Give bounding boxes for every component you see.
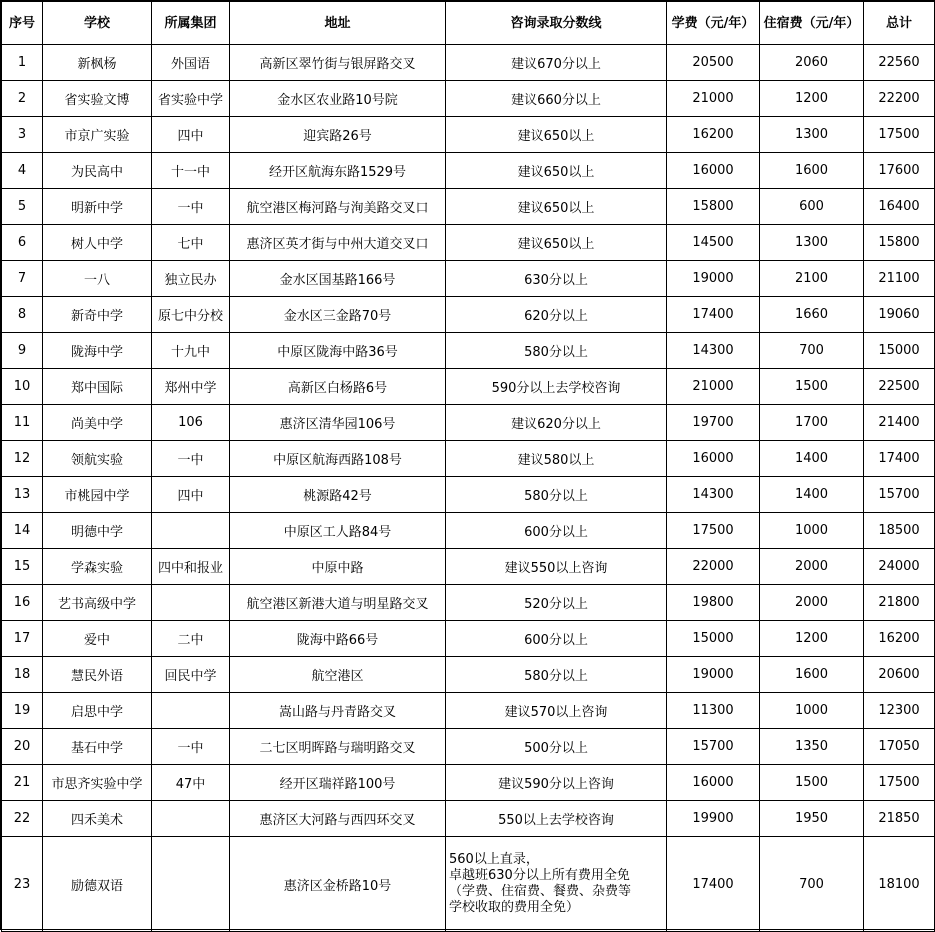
cell-address: 航空港区梅河路与洵美路交叉口 xyxy=(230,189,446,225)
cell-school: 四禾美术 xyxy=(43,801,152,837)
cell-boarding: 2060 xyxy=(760,45,864,81)
cell-tuition: 15800 xyxy=(667,189,760,225)
cell-total: 24000 xyxy=(864,549,935,585)
cell-total: 22200 xyxy=(864,81,935,117)
cell-boarding: 1600 xyxy=(760,657,864,693)
table-row xyxy=(2,225,935,261)
cell-address: 高新区翠竹街与银屏路交叉 xyxy=(230,45,446,81)
table-row xyxy=(2,801,935,837)
cell-address: 惠济区清华园106号 xyxy=(230,405,446,441)
cell-boarding: 1300 xyxy=(760,225,864,261)
cell-group: 四中 xyxy=(152,117,230,153)
cell-tuition: 17400 xyxy=(667,837,760,932)
table-row xyxy=(2,765,935,801)
cell-school: 基石中学 xyxy=(43,729,152,765)
cell-address: 嵩山路与丹青路交叉 xyxy=(230,693,446,729)
cell-no: 19 xyxy=(2,693,43,729)
cell-tuition: 15700 xyxy=(667,729,760,765)
cell-group: 郑州中学 xyxy=(152,369,230,405)
cell-tuition: 14300 xyxy=(667,333,760,369)
table-row xyxy=(2,333,935,369)
table-row xyxy=(2,585,935,621)
cell-boarding: 700 xyxy=(760,333,864,369)
cell-score: 建议580以上 xyxy=(446,441,667,477)
cell-tuition: 22000 xyxy=(667,549,760,585)
cell-group: 十一中 xyxy=(152,153,230,189)
cell-score: 建议650以上 xyxy=(446,153,667,189)
header-score: 咨询录取分数线 xyxy=(446,2,667,45)
cell-group: 一中 xyxy=(152,189,230,225)
cell-no: 12 xyxy=(2,441,43,477)
cell-no: 14 xyxy=(2,513,43,549)
cell-score xyxy=(446,837,667,932)
cell-group: 原七中分校 xyxy=(152,297,230,333)
cell-school: 明新中学 xyxy=(43,189,152,225)
cell-no: 4 xyxy=(2,153,43,189)
table-row xyxy=(2,117,935,153)
cell-boarding: 1200 xyxy=(760,621,864,657)
cell-total: 16200 xyxy=(864,621,935,657)
cell-group: 四中 xyxy=(152,477,230,513)
cell-group xyxy=(152,837,230,932)
cell-score: 建议620分以上 xyxy=(446,405,667,441)
cell-score: 620分以上 xyxy=(446,297,667,333)
cell-no: 10 xyxy=(2,369,43,405)
cell-boarding: 1660 xyxy=(760,297,864,333)
table-row xyxy=(2,621,935,657)
cell-tuition: 14500 xyxy=(667,225,760,261)
cell-score: 建议590分以上咨询 xyxy=(446,765,667,801)
cell-address: 桃源路42号 xyxy=(230,477,446,513)
cell-total: 12300 xyxy=(864,693,935,729)
cell-address: 迎宾路26号 xyxy=(230,117,446,153)
cell-total: 17600 xyxy=(864,153,935,189)
table-row xyxy=(2,729,935,765)
cell-boarding: 1950 xyxy=(760,801,864,837)
cell-total: 20600 xyxy=(864,657,935,693)
cell-tuition: 19900 xyxy=(667,801,760,837)
cell-boarding: 1400 xyxy=(760,477,864,513)
cell-no: 23 xyxy=(2,837,43,932)
cell-no: 13 xyxy=(2,477,43,513)
cell-no: 3 xyxy=(2,117,43,153)
cell-school: 学森实验 xyxy=(43,549,152,585)
cell-tuition: 16000 xyxy=(667,153,760,189)
cell-tuition: 19800 xyxy=(667,585,760,621)
table-row xyxy=(2,405,935,441)
cell-boarding: 600 xyxy=(760,189,864,225)
cell-tuition: 17500 xyxy=(667,513,760,549)
cell-tuition: 19700 xyxy=(667,405,760,441)
cell-boarding: 1000 xyxy=(760,513,864,549)
cell-tuition: 21000 xyxy=(667,369,760,405)
cell-boarding: 2000 xyxy=(760,549,864,585)
cell-tuition: 21000 xyxy=(667,81,760,117)
cell-group xyxy=(152,693,230,729)
cell-group: 省实验中学 xyxy=(152,81,230,117)
cell-no: 18 xyxy=(2,657,43,693)
header-address: 地址 xyxy=(230,2,446,45)
cell-address: 惠济区英才街与中州大道交叉口 xyxy=(230,225,446,261)
cell-address: 高新区白杨路6号 xyxy=(230,369,446,405)
cell-score: 建议660分以上 xyxy=(446,81,667,117)
cell-group: 独立民办 xyxy=(152,261,230,297)
cell-total: 17050 xyxy=(864,729,935,765)
cell-no: 21 xyxy=(2,765,43,801)
header-row xyxy=(2,2,935,45)
cell-total: 22500 xyxy=(864,369,935,405)
header-school: 学校 xyxy=(43,2,152,45)
cell-score: 建议550以上咨询 xyxy=(446,549,667,585)
table-row xyxy=(2,477,935,513)
cell-score: 580分以上 xyxy=(446,477,667,513)
cell-address: 中原中路 xyxy=(230,549,446,585)
cell-score: 630分以上 xyxy=(446,261,667,297)
cell-tuition: 16000 xyxy=(667,765,760,801)
cell-address: 金水区农业路10号院 xyxy=(230,81,446,117)
cell-boarding: 1200 xyxy=(760,81,864,117)
cell-no: 16 xyxy=(2,585,43,621)
cell-group: 回民中学 xyxy=(152,657,230,693)
cell-school: 省实验文博 xyxy=(43,81,152,117)
cell-address: 中原区陇海中路36号 xyxy=(230,333,446,369)
score-note-line: 卓越班630分以上所有费用全免 xyxy=(449,868,630,883)
cell-group: 一中 xyxy=(152,729,230,765)
cell-total: 17500 xyxy=(864,765,935,801)
cell-no: 5 xyxy=(2,189,43,225)
header-tuition: 学费（元/年） xyxy=(667,2,760,45)
score-note-line: 学校收取的费用全免） xyxy=(449,900,580,915)
cell-school: 新奇中学 xyxy=(43,297,152,333)
cell-group: 二中 xyxy=(152,621,230,657)
cell-tuition: 14300 xyxy=(667,477,760,513)
cell-boarding: 1300 xyxy=(760,117,864,153)
cell-address: 航空港区新港大道与明星路交叉 xyxy=(230,585,446,621)
cell-school: 市思齐实验中学 xyxy=(43,765,152,801)
cell-boarding: 700 xyxy=(760,837,864,932)
cell-no: 2 xyxy=(2,81,43,117)
cell-score: 500分以上 xyxy=(446,729,667,765)
school-fee-table xyxy=(1,1,935,932)
table-row xyxy=(2,513,935,549)
cell-school: 明德中学 xyxy=(43,513,152,549)
cell-no: 11 xyxy=(2,405,43,441)
cell-group: 106 xyxy=(152,405,230,441)
cell-score: 520分以上 xyxy=(446,585,667,621)
cell-address: 二七区明晖路与瑞明路交叉 xyxy=(230,729,446,765)
cell-group: 四中和报业 xyxy=(152,549,230,585)
cell-tuition: 11300 xyxy=(667,693,760,729)
cell-total: 18100 xyxy=(864,837,935,932)
table-row xyxy=(2,153,935,189)
cell-address: 惠济区大河路与西四环交叉 xyxy=(230,801,446,837)
cell-address: 经开区航海东路1529号 xyxy=(230,153,446,189)
cell-school: 启思中学 xyxy=(43,693,152,729)
cell-score: 建议570以上咨询 xyxy=(446,693,667,729)
cell-group: 十九中 xyxy=(152,333,230,369)
cell-score: 580分以上 xyxy=(446,333,667,369)
cell-school: 新枫杨 xyxy=(43,45,152,81)
cell-tuition: 15000 xyxy=(667,621,760,657)
table-row xyxy=(2,369,935,405)
cell-boarding: 1400 xyxy=(760,441,864,477)
cell-group: 47中 xyxy=(152,765,230,801)
header-no: 序号 xyxy=(2,2,43,45)
cell-school: 为民高中 xyxy=(43,153,152,189)
cell-boarding: 1500 xyxy=(760,765,864,801)
cell-school: 慧民外语 xyxy=(43,657,152,693)
cell-total: 21800 xyxy=(864,585,935,621)
cell-school: 陇海中学 xyxy=(43,333,152,369)
cell-no: 17 xyxy=(2,621,43,657)
cell-total: 17400 xyxy=(864,441,935,477)
cell-school: 郑中国际 xyxy=(43,369,152,405)
cell-school: 艺书高级中学 xyxy=(43,585,152,621)
cell-address: 中原区航海西路108号 xyxy=(230,441,446,477)
cell-group xyxy=(152,513,230,549)
cell-no: 1 xyxy=(2,45,43,81)
table-row xyxy=(2,549,935,585)
cell-no: 9 xyxy=(2,333,43,369)
cell-total: 15700 xyxy=(864,477,935,513)
cell-score: 建议650以上 xyxy=(446,189,667,225)
cell-total: 21100 xyxy=(864,261,935,297)
cell-score: 建议650以上 xyxy=(446,225,667,261)
cell-total: 16400 xyxy=(864,189,935,225)
cell-school: 一八 xyxy=(43,261,152,297)
table-row xyxy=(2,297,935,333)
cell-school: 市桃园中学 xyxy=(43,477,152,513)
cell-boarding: 2000 xyxy=(760,585,864,621)
cell-tuition: 19000 xyxy=(667,657,760,693)
cell-no: 7 xyxy=(2,261,43,297)
cell-group xyxy=(152,801,230,837)
cell-group: 外国语 xyxy=(152,45,230,81)
cell-score: 600分以上 xyxy=(446,513,667,549)
cell-address: 金水区国基路166号 xyxy=(230,261,446,297)
cell-total: 22560 xyxy=(864,45,935,81)
cell-score: 建议650以上 xyxy=(446,117,667,153)
cell-total: 18500 xyxy=(864,513,935,549)
cell-school: 领航实验 xyxy=(43,441,152,477)
cell-no: 6 xyxy=(2,225,43,261)
cell-total: 21850 xyxy=(864,801,935,837)
cell-school: 市京广实验 xyxy=(43,117,152,153)
cell-score: 580分以上 xyxy=(446,657,667,693)
cell-score: 550以上去学校咨询 xyxy=(446,801,667,837)
table-row xyxy=(2,261,935,297)
table-row xyxy=(2,441,935,477)
cell-score: 590分以上去学校咨询 xyxy=(446,369,667,405)
cell-score: 600分以上 xyxy=(446,621,667,657)
header-boarding: 住宿费（元/年） xyxy=(760,2,864,45)
cell-address: 中原区工人路84号 xyxy=(230,513,446,549)
cell-address: 金水区三金路70号 xyxy=(230,297,446,333)
cell-boarding: 1500 xyxy=(760,369,864,405)
table-row xyxy=(2,45,935,81)
cell-no: 22 xyxy=(2,801,43,837)
cell-score: 建议670分以上 xyxy=(446,45,667,81)
cell-address: 经开区瑞祥路100号 xyxy=(230,765,446,801)
cell-address: 惠济区金桥路10号 xyxy=(230,837,446,932)
cell-no: 15 xyxy=(2,549,43,585)
table-row xyxy=(2,693,935,729)
cell-boarding: 1700 xyxy=(760,405,864,441)
cell-address: 陇海中路66号 xyxy=(230,621,446,657)
cell-tuition: 16200 xyxy=(667,117,760,153)
cell-tuition: 19000 xyxy=(667,261,760,297)
cell-school: 励德双语 xyxy=(43,837,152,932)
cell-no: 20 xyxy=(2,729,43,765)
cell-tuition: 17400 xyxy=(667,297,760,333)
cell-address: 航空港区 xyxy=(230,657,446,693)
cell-group: 七中 xyxy=(152,225,230,261)
cell-total: 19060 xyxy=(864,297,935,333)
cell-total: 17500 xyxy=(864,117,935,153)
cell-tuition: 20500 xyxy=(667,45,760,81)
cell-group xyxy=(152,585,230,621)
table-row xyxy=(2,657,935,693)
score-note-line: 560以上直录， xyxy=(449,852,539,867)
cell-boarding: 1350 xyxy=(760,729,864,765)
cell-total: 15000 xyxy=(864,333,935,369)
header-group: 所属集团 xyxy=(152,2,230,45)
cell-tuition: 16000 xyxy=(667,441,760,477)
cell-boarding: 2100 xyxy=(760,261,864,297)
cell-boarding: 1600 xyxy=(760,153,864,189)
table-row xyxy=(2,189,935,225)
cell-no: 8 xyxy=(2,297,43,333)
cell-total: 15800 xyxy=(864,225,935,261)
cell-group: 一中 xyxy=(152,441,230,477)
header-total: 总计 xyxy=(864,2,935,45)
cell-school: 爱中 xyxy=(43,621,152,657)
cell-school: 尚美中学 xyxy=(43,405,152,441)
cell-school: 树人中学 xyxy=(43,225,152,261)
cell-boarding: 1000 xyxy=(760,693,864,729)
cell-total: 21400 xyxy=(864,405,935,441)
table-row xyxy=(2,837,935,932)
score-note-line: （学费、住宿费、餐费、杂费等 xyxy=(449,884,632,899)
table-row xyxy=(2,81,935,117)
